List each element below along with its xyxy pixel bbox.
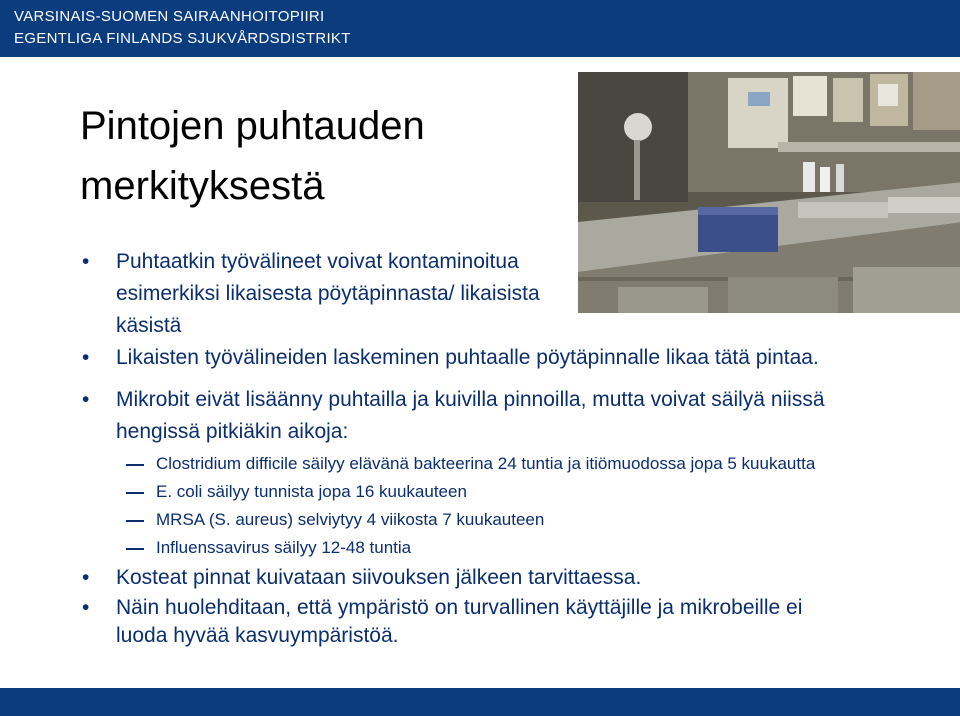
bullet-item-text: Mikrobit eivät lisäänny puhtailla ja kuivilla pinnoilla, mutta voivat säilyä niissä hengissä pitkiäkin aikoja: [116, 388, 825, 443]
bullet-list [80, 246, 900, 650]
slide-title-line1: Pintojen puhtauden [80, 104, 425, 148]
organization-name-swedish: EGENTLIGA FINLANDS SJUKVÅRDSDISTRIKT [14, 30, 351, 47]
bullet-item [80, 384, 876, 560]
bullet-item: • Kosteat pinnat kuivataan siivouksen jälkeen tarvittaessa. [80, 562, 900, 594]
sub-bullet-item: Clostridium difficile säilyy elävänä bakteerina 24 tuntia ja itiömuodossa jopa 5 kuukautta [80, 452, 896, 476]
slide-title [80, 96, 560, 216]
header-bar [0, 0, 960, 57]
sub-bullet-list [80, 452, 876, 560]
footer-bar [0, 688, 960, 716]
slide-title-line2: merkityksestä [80, 164, 325, 208]
bullet-item: • Näin huolehditaan, että ympäristö on turvallinen käyttäjille ja mikrobeille ei luoda hyvää kasvuympäristöä. [80, 594, 856, 650]
organization-name-finnish: VARSINAIS-SUOMEN SAIRAANHOITOPIIRI [14, 8, 325, 25]
sub-bullet-item: Influenssavirus säilyy 12-48 tuntia [80, 536, 876, 560]
sub-bullet-item: E. coli säilyy tunnista jopa 16 kuukauteen [80, 480, 876, 504]
sub-bullet-item: MRSA (S. aureus) selviytyy 4 viikosta 7 kuukauteen [80, 508, 876, 532]
bullet-item: • Likaisten työvälineiden laskeminen puhtaalle pöytäpinnalle likaa tätä pintaa. [80, 342, 876, 374]
bullet-item: • Puhtaatkin työvälineet voivat kontaminoitua esimerkiksi likaisesta pöytäpinnasta/ likaisista käsistä [80, 246, 566, 342]
